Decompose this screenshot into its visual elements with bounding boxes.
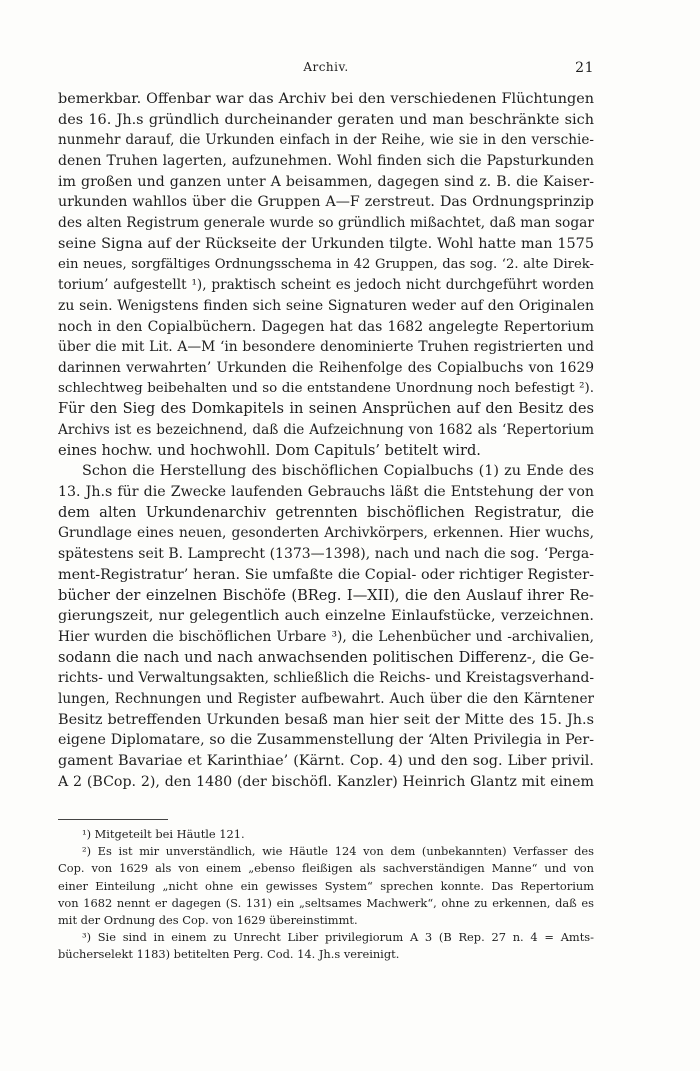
text-line: bemerkbar. Offenbar war das Archiv bei den verschiedenen Flüchtungen xyxy=(58,91,594,107)
text-line: zu sein. Wenigstens finden sich seine Signaturen weder auf den Originalen xyxy=(58,297,594,314)
text-line: eines hochw. und hochwohll. Dom Capituls’ betitelt wird. xyxy=(58,441,481,459)
footnote-line: ¹) Mitgeteilt bei Häutle 121. xyxy=(82,827,245,841)
text-line: schlechtweg beibehalten und so die entstandene Unordnung noch befestigt ²). xyxy=(58,380,594,396)
footnotes xyxy=(58,819,594,964)
text-line: torium’ aufgestellt ¹), praktisch scheint es jedoch nicht durchgeführt worden xyxy=(58,277,594,294)
text-line: noch in den Copialbüchern. Dagegen hat das 1682 angelegte Repertorium xyxy=(58,318,594,335)
text-line: urkunden wahllos über die Gruppen A—F zerstreut. Das Ordnungsprinzip xyxy=(58,194,594,211)
text-line: bücher der einzelnen Bischöfe (BReg. I—XII), die den Auslauf ihrer Re- xyxy=(58,586,594,604)
text-line: Besitz betreffenden Urkunden besaß man hier seit der Mitte des 15. Jh.s xyxy=(58,711,594,728)
text-line: sodann die nach und nach anwachsenden politischen Differenz-, die Ge- xyxy=(58,648,594,666)
body-text xyxy=(58,89,594,792)
footnote-line: bücherselekt 1183) betitelten Perg. Cod. 14. Jh.s vereinigt. xyxy=(58,947,400,962)
text-line: lungen, Rechnungen und Register aufbewahrt. Auch über die den Kärntener xyxy=(58,690,594,707)
footnote-line: von 1682 nennt er dagegen (S. 131) ein „seltsames Machwerk“, ohne zu erkennen, daß es xyxy=(58,895,594,910)
footnote-line: ²) Es ist mir unverständlich, wie Häutle 124 von dem (unbekannten) Verfasser des xyxy=(82,844,594,859)
text-line: Für den Sieg des Domkapitels in seinen Ansprüchen auf den Besitz des xyxy=(58,400,594,418)
text-line: Grundlage eines neuen, gesonderten Archivkörpers, erkennen. Hier wuchs, xyxy=(58,525,594,542)
footnote-line: Cop. von 1629 als von einem „ebenso fleißigen als sachverständigen Manne“ und von xyxy=(58,861,594,876)
text-line: A 2 (BCop. 2), den 1480 (der bischöfl. Kanzler) Heinrich Glantz mit einem xyxy=(58,773,594,790)
text-line: richts- und Verwaltungsakten, schließlich die Reichs- und Kreistagsverhand- xyxy=(58,670,594,687)
text-line: gierungszeit, nur gelegentlich auch einzelne Einlaufstücke, verzeichnen. xyxy=(58,608,594,625)
text-line: Schon die Herstellung des bischöflichen Copialbuchs (1) zu Ende des xyxy=(82,463,594,480)
text-line: über die mit Lit. A—M ‘in besondere denominierte Truhen registrierten und xyxy=(58,339,594,356)
text-line: eigene Diplomatare, so die Zusammenstellung der ‘Alten Privilegia in Per- xyxy=(58,732,594,749)
page-number: 21 xyxy=(575,60,594,76)
text-line: gament Bavariae et Karinthiae’ (Kärnt. Cop. 4) und den sog. Liber privil. xyxy=(58,753,594,769)
text-line: dem alten Urkundenarchiv getrennten bischöflichen Registratur, die xyxy=(58,503,594,521)
text-line: ein neues, sorgfältiges Ordnungsschema in 42 Gruppen, das sog. ‘2. alte Direk- xyxy=(58,256,594,272)
footnote-rule xyxy=(58,819,168,820)
text-line: nunmehr darauf, die Urkunden einfach in der Reihe, wie sie in den verschie- xyxy=(58,132,594,149)
text-line: darinnen verwahrten’ Urkunden die Reihenfolge des Copialbuchs von 1629 xyxy=(58,359,594,376)
text-line: denen Truhen lagerten, aufzunehmen. Wohl finden sich die Papsturkunden xyxy=(58,153,594,170)
footnote-line: mit der Ordnung des Cop. von 1629 übereinstimmt. xyxy=(58,912,358,927)
text-line: spätestens seit B. Lamprecht (1373—1398), nach und nach die sog. ‘Perga- xyxy=(58,546,594,563)
text-line: ment-Registratur’ heran. Sie umfaßte die Copial- oder richtiger Register- xyxy=(58,566,594,583)
text-line: 13. Jh.s für die Zwecke laufenden Gebrauchs läßt die Entstehung der von xyxy=(58,484,594,501)
text-line: im großen und ganzen unter A beisammen, dagegen sind z. B. die Kaiser- xyxy=(58,173,594,190)
text-line: Archivs ist es bezeichnend, daß die Aufzeichnung von 1682 als ‘Repertorium xyxy=(58,422,594,438)
text-line: Hier wurden die bischöflichen Urbare ³), die Lehenbücher und -archivalien, xyxy=(58,628,594,645)
text-line: des alten Registrum generale wurde so gründlich mißachtet, daß man sogar xyxy=(58,215,594,232)
text-line: seine Signa auf der Rückseite der Urkunden tilgte. Wohl hatte man 1575 xyxy=(58,235,594,252)
running-head xyxy=(58,60,594,78)
running-title: Archiv. xyxy=(303,60,349,74)
footnote-line: einer Einteilung „nicht ohne ein gewisses System“ sprechen konnte. Das Repertorium xyxy=(58,878,594,893)
footnote-line: ³) Sie sind in einem zu Unrecht Liber privilegiorum A 3 (B Rep. 27 n. 4 = Amts- xyxy=(82,930,594,945)
text-line: des 16. Jh.s gründlich durcheinander geraten und man beschränkte sich xyxy=(58,111,594,128)
